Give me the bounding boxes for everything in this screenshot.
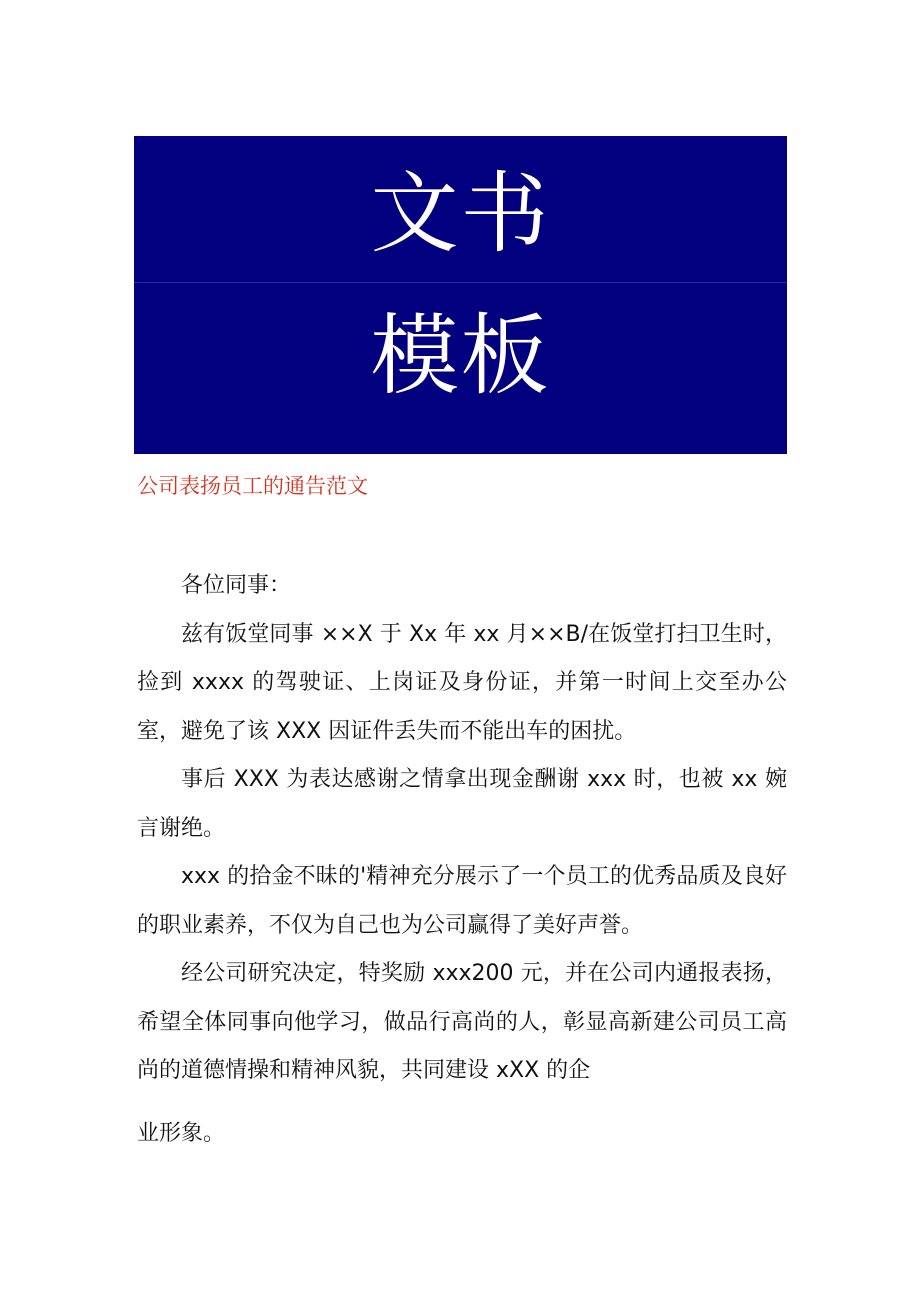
paragraph-2: 事后 XXX 为表达感谢之情拿出现金酬谢 xxx 时，也被 xx 婉言谢绝。 [137, 767, 787, 841]
title-banner [134, 136, 787, 454]
closing-line: 业形象。 [137, 1120, 226, 1146]
document-title: 公司表扬员工的通告范文 [137, 474, 368, 498]
salutation: 各位同事： [181, 573, 292, 598]
paragraph-3: xxx 的拾金不昧的'精神充分展示了一个员工的优秀品质及良好的职业素养，不仅为自己也为公司赢得了美好声誉。 [137, 864, 787, 938]
banner-line-2: 模板 [370, 304, 551, 407]
paragraph-4: 经公司研究决定，特奖励 xxx200 元，并在公司内通报表扬，希望全体同事向他学习，做品行高尚的人，彰显高新建公司员工高尚的道德情操和精神风貌，共同建设 xXX 的企 [137, 961, 787, 1083]
banner-line-1: 文书 [370, 162, 551, 265]
document-body [137, 562, 787, 1158]
paragraph-1: 兹有饭堂同事 ××X 于 Xx 年 xx 月××B/在饭堂打扫卫生时，捡到 xxxx 的驾驶证、上岗证及身份证，并第一时间上交至办公室，避免了该 XXX 因证件丢失而不能出车的困扰。 [137, 621, 787, 744]
banner-divider [134, 282, 787, 283]
